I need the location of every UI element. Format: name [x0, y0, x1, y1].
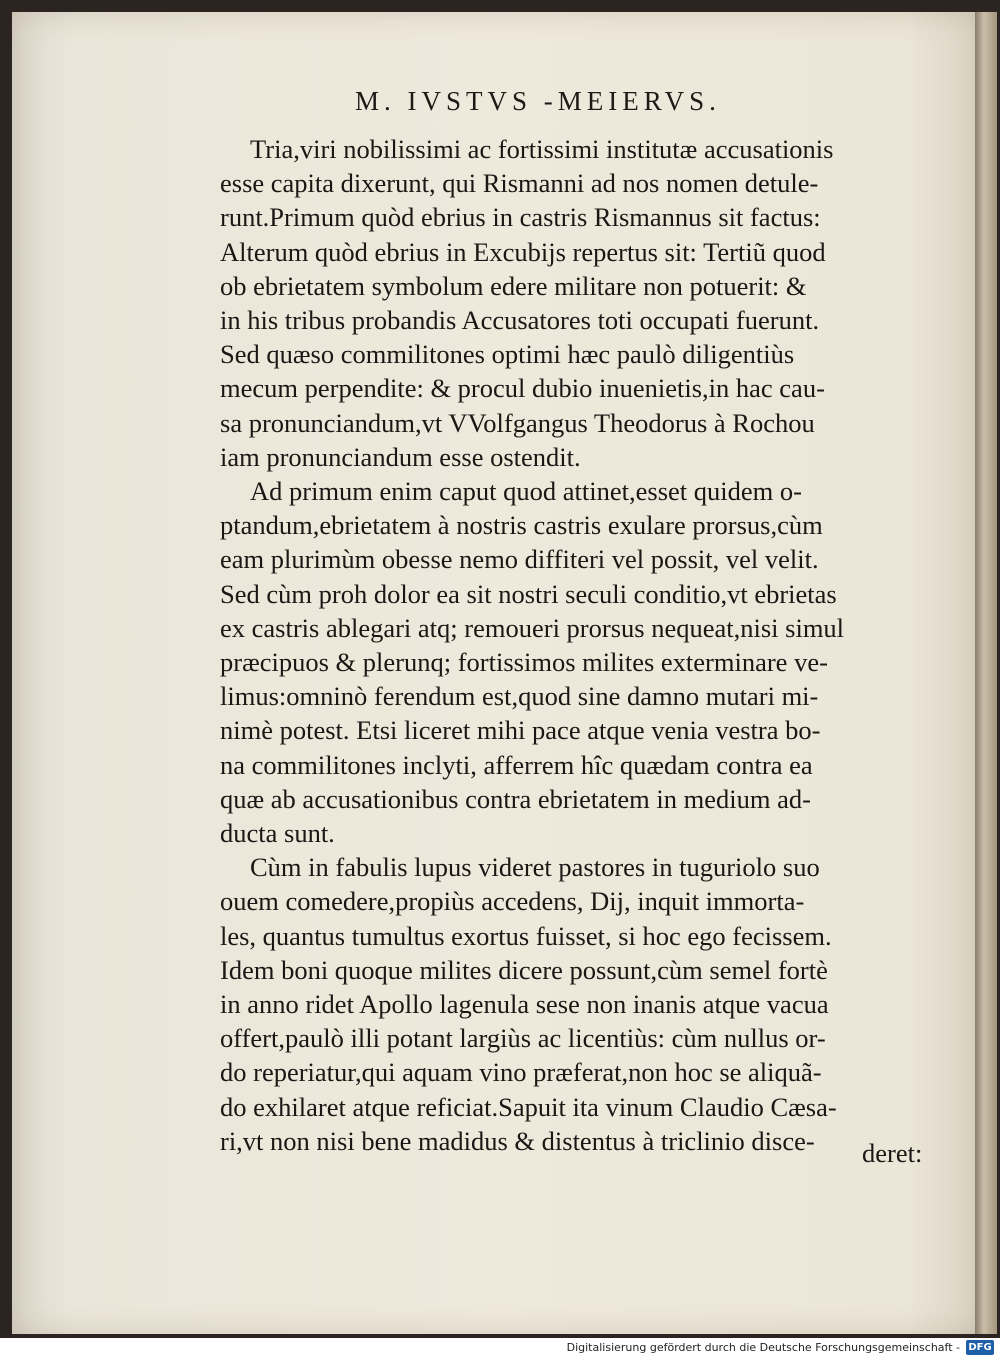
text-line: mecum perpendite: & procul dubio inuenietis,in hac cau-: [220, 373, 825, 404]
text-line: ob ebrietatem symbolum edere militare non potuerit: &: [220, 270, 807, 301]
text-line: Ad primum enim caput quod attinet,esset quidem o-: [250, 476, 802, 507]
catchword: deret:: [862, 1138, 923, 1168]
text-line: in his tribus probandis Accusatores toti occupati fuerunt.: [220, 305, 820, 336]
text-line: Alterum quòd ebrius in Excubijs repertus sit: Tertiũ quod: [220, 236, 826, 267]
digitization-credit: Digitalisierung gefördert durch die Deutsche Forschungsgemeinschaft -: [566, 1341, 960, 1354]
text-line: præcipuos & plerunq; fortissimos milites exterminare ve-: [220, 647, 828, 678]
paragraph-1: [220, 132, 940, 474]
footer-bar: [0, 1338, 1000, 1358]
text-line: ri,vt non nisi bene madidus & distentus à triclinio disce-: [220, 1125, 815, 1156]
text-line: quæ ab accusationibus contra ebrietatem in medium ad-: [220, 783, 811, 814]
text-line: na commilitones inclyti, afferrem hîc quædam contra ea: [220, 749, 813, 780]
text-line: Sed quæso commilitones optimi hæc paulò diligentiùs: [220, 339, 795, 370]
text-line: do reperiatur,qui aquam vino præferat,non hoc se aliquã-: [220, 1057, 822, 1088]
text-line: limus:omninò ferendum est,quod sine damno mutari mi-: [220, 681, 819, 712]
text-line: Idem boni quoque milites dicere possunt,cùm semel fortè: [220, 954, 828, 985]
text-line: nimè potest. Etsi liceret mihi pace atque venia vestra bo-: [220, 715, 821, 746]
text-line: runt.Primum quòd ebrius in castris Rismannus sit factus:: [220, 202, 821, 233]
paragraph-3: [220, 850, 940, 1158]
text-line: ducta sunt.: [220, 818, 335, 849]
text-line: offert,paulò illi potant largiùs ac licentiùs: cùm nullus or-: [220, 1023, 826, 1054]
text-line: esse capita dixerunt, qui Rismanni ad nos nomen detule-: [220, 168, 819, 199]
text-line: ptandum,ebrietatem à nostris castris exulare prorsus,cùm: [220, 510, 823, 541]
text-line: sa pronunciandum,vt VVolfgangus Theodorus à Rochou: [220, 407, 815, 438]
text-line: Cùm in fabulis lupus videret pastores in tuguriolo suo: [250, 852, 820, 883]
dfg-logo-icon: DFG: [966, 1340, 994, 1355]
text-line: Tria,viri nobilissimi ac fortissimi institutæ accusationis: [250, 134, 834, 164]
text-line: les, quantus tumultus exortus fuisset, si hoc ego fecissem.: [220, 920, 832, 951]
text-line: iam pronunciandum esse ostendit.: [220, 441, 581, 472]
page-edge: [975, 12, 997, 1334]
text-line: ex castris ablegari atq; remoueri prorsus nequeat,nisi simul: [220, 612, 845, 643]
running-head: M. IVSTVS -MEIERVS.: [355, 86, 721, 116]
text-line: Sed cùm proh dolor ea sit nostri seculi conditio,vt ebrietas: [220, 578, 837, 609]
text-line: ouem comedere,propiùs accedens, Dij, inquit immorta-: [220, 886, 805, 917]
body-text: [220, 132, 940, 1158]
text-line: do exhilaret atque reficiat.Sapuit ita vinum Claudio Cæsa-: [220, 1091, 837, 1122]
text-line: in anno ridet Apollo lagenula sese non inanis atque vacua: [220, 989, 829, 1020]
text-line: eam plurimùm obesse nemo diffiteri vel possit, vel velit.: [220, 544, 819, 575]
paragraph-2: [220, 474, 940, 850]
